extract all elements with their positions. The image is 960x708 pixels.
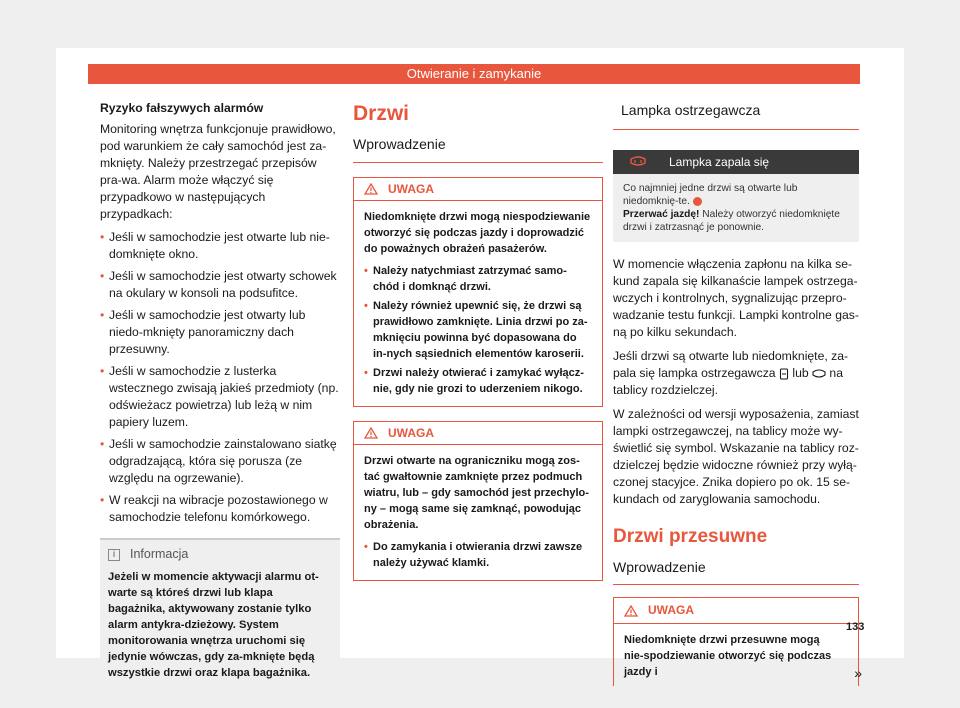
chapter-header: Otwieranie i zamykanie: [88, 64, 860, 84]
warning-text: Niedomknięte drzwi mogą niespodziewanie otworzyć się podczas jazdy i doprowadzić do poważnych obrażeń pasażerów.: [364, 211, 591, 255]
list-item: • Drzwi należy otwierać i zamykać wyłącz-nie, gdy nie grozi to uderzeniem nikogo.: [364, 365, 592, 397]
list-item: • Jeśli w samochodzie zainstalowano siatkę odgradzającą, która się porusza (ze względu na ogrzewanie).: [100, 436, 340, 487]
info-header: [100, 540, 340, 567]
lamp-desc-emphasis: Przerwać jazdę!: [623, 209, 700, 220]
doors-title: Drzwi: [353, 102, 410, 125]
info-icon: i: [108, 549, 120, 561]
sliding-doors-subtitle: Wprowadzenie: [613, 559, 859, 585]
warning-triangle-icon: [364, 427, 378, 439]
warning-header: [354, 422, 602, 445]
column-left: [100, 100, 340, 691]
false-alarm-list: [100, 229, 340, 526]
paragraph: W momencie włączenia zapłonu na kilka se-kund zapala się kilkanaście lampek ostrzega-wczych i kontrolnych, sygnalizując przepro-wadzanie testu funkcji. Lampki kontrolne gas-ną po kilku sekundach.: [613, 257, 859, 339]
warning-box: [353, 177, 603, 407]
list-item: • W reakcji na wibracje pozostawionego w samochodzie telefonu komórkowego.: [100, 492, 340, 526]
column-middle: [353, 100, 603, 581]
continue-arrow: »: [854, 665, 862, 681]
list-item: • Do zamykania i otwierania drzwi zawsze należy używać klamki.: [364, 539, 592, 571]
car-door-open-icon: [812, 369, 826, 379]
warning-header: [354, 178, 602, 201]
lamp-description: [613, 174, 859, 242]
false-alarm-heading: Ryzyko fałszywych alarmów: [100, 101, 264, 115]
warning-body: [354, 445, 602, 580]
warning-dot-icon: [693, 197, 702, 206]
column-right: [613, 100, 862, 686]
warning-lamp-title: Lampka ostrzegawcza: [613, 100, 859, 130]
warning-text: Drzwi otwarte na ograniczniku mogą zos-tać gwałtownie zamknięte przez podmuch wiatru, lub – gdy samochód jest przechylo-ny – mogą same się zamknąć, powodując obrażenia.: [364, 455, 589, 531]
doors-subtitle: Wprowadzenie: [353, 136, 603, 163]
paragraph: [613, 348, 859, 399]
page-number: 133: [846, 621, 865, 633]
info-text: Jeżeli w momencie aktywacji alarmu ot-warte są któreś drzwi lub klapa bagażnika, aktywowany zostanie tylko alarm antykra-dzieżowy. System monitorowania wnętrza uruchomi się jedynie wówczas, gdy za-mknięte będą wszystkie drzwi oraz klapa bagażnika.: [108, 571, 319, 679]
paragraph-text: Jeśli drzwi są otwarte lub niedomknięte, za-pala się lampka ostrzegawcza: [613, 349, 849, 380]
warning-label: UWAGA: [388, 426, 434, 440]
warning-header: [614, 598, 858, 624]
list-item: • Należy również upewnić się, że drzwi są prawidłowo zamknięte. Linia drzwi po za-mknięciu powinna być dopasowana do in-nych sąsiednich elementów karoserii.: [364, 298, 592, 362]
paragraph-text: na tablicy rozdzielczej.: [613, 366, 843, 397]
warning-list: [364, 263, 592, 397]
lamp-desc-text: Należy otworzyć niedomknięte drzwi i zatrzasnąć je ponownie.: [623, 209, 840, 233]
door-open-lamp-icon: [629, 156, 647, 168]
warning-label: UWAGA: [388, 182, 434, 196]
info-label: Informacja: [130, 547, 189, 561]
lamp-desc-text: Co najmniej jedne drzwi są otwarte lub niedomknię-te.: [623, 183, 798, 207]
paragraph-text: lub: [792, 366, 809, 380]
false-alarm-intro: Monitoring wnętrza funkcjonuje prawidłowo, pod warunkiem że cały samochód jest za-mknięty. Należy przestrzegać przepisów pra-wa. Alarm może włączyć się przypadkowo w następujących przypadkach:: [100, 122, 336, 221]
list-item: • Jeśli w samochodzie jest otwarty lub niedo-mknięty panoramiczny dach przesuwny.: [100, 307, 340, 358]
warning-list: [364, 539, 592, 571]
sliding-doors-title: Drzwi przesuwne: [613, 526, 768, 547]
warning-box: [353, 421, 603, 581]
list-item: • Jeśli w samochodzie jest otwarte lub nie-domknięte okno.: [100, 229, 340, 263]
lamp-status-bar: [613, 150, 859, 174]
warning-label: UWAGA: [648, 603, 694, 617]
paragraph: W zależności od wersji wyposażenia, zamiast lampki ostrzegawczej, na tablicy może wy-świetlić się symbol. Wskazanie na tablicy roz-dzielczej będzie widoczne również przy wyłą-czonej stacyjce. Znika dopiero po ok. 15 se-kundach od zaryglowania samochodu.: [613, 407, 859, 506]
list-item: • Jeśli w samochodzie jest otwarty schowek na okulary w konsoli na podsufitce.: [100, 268, 340, 302]
warning-triangle-icon: [624, 605, 638, 617]
warning-body: [354, 201, 602, 406]
info-box: [100, 538, 340, 691]
warning-triangle-icon: [364, 183, 378, 195]
warning-text: Niedomknięte drzwi przesuwne mogą nie-spodziewanie otworzyć się podczas jazdy i: [624, 634, 832, 678]
door-lamp-icon: [779, 368, 789, 380]
list-item: • Jeśli w samochodzie z lusterka wstecznego zwisają jakieś przedmioty (np. odświeżacz powietrza) lub leżą w nim papiery luzem.: [100, 363, 340, 431]
list-item: • Należy natychmiast zatrzymać samo-chód i domknąć drzwi.: [364, 263, 592, 295]
warning-box: [613, 597, 862, 686]
lamp-status-label: Lampka zapala się: [669, 154, 770, 169]
